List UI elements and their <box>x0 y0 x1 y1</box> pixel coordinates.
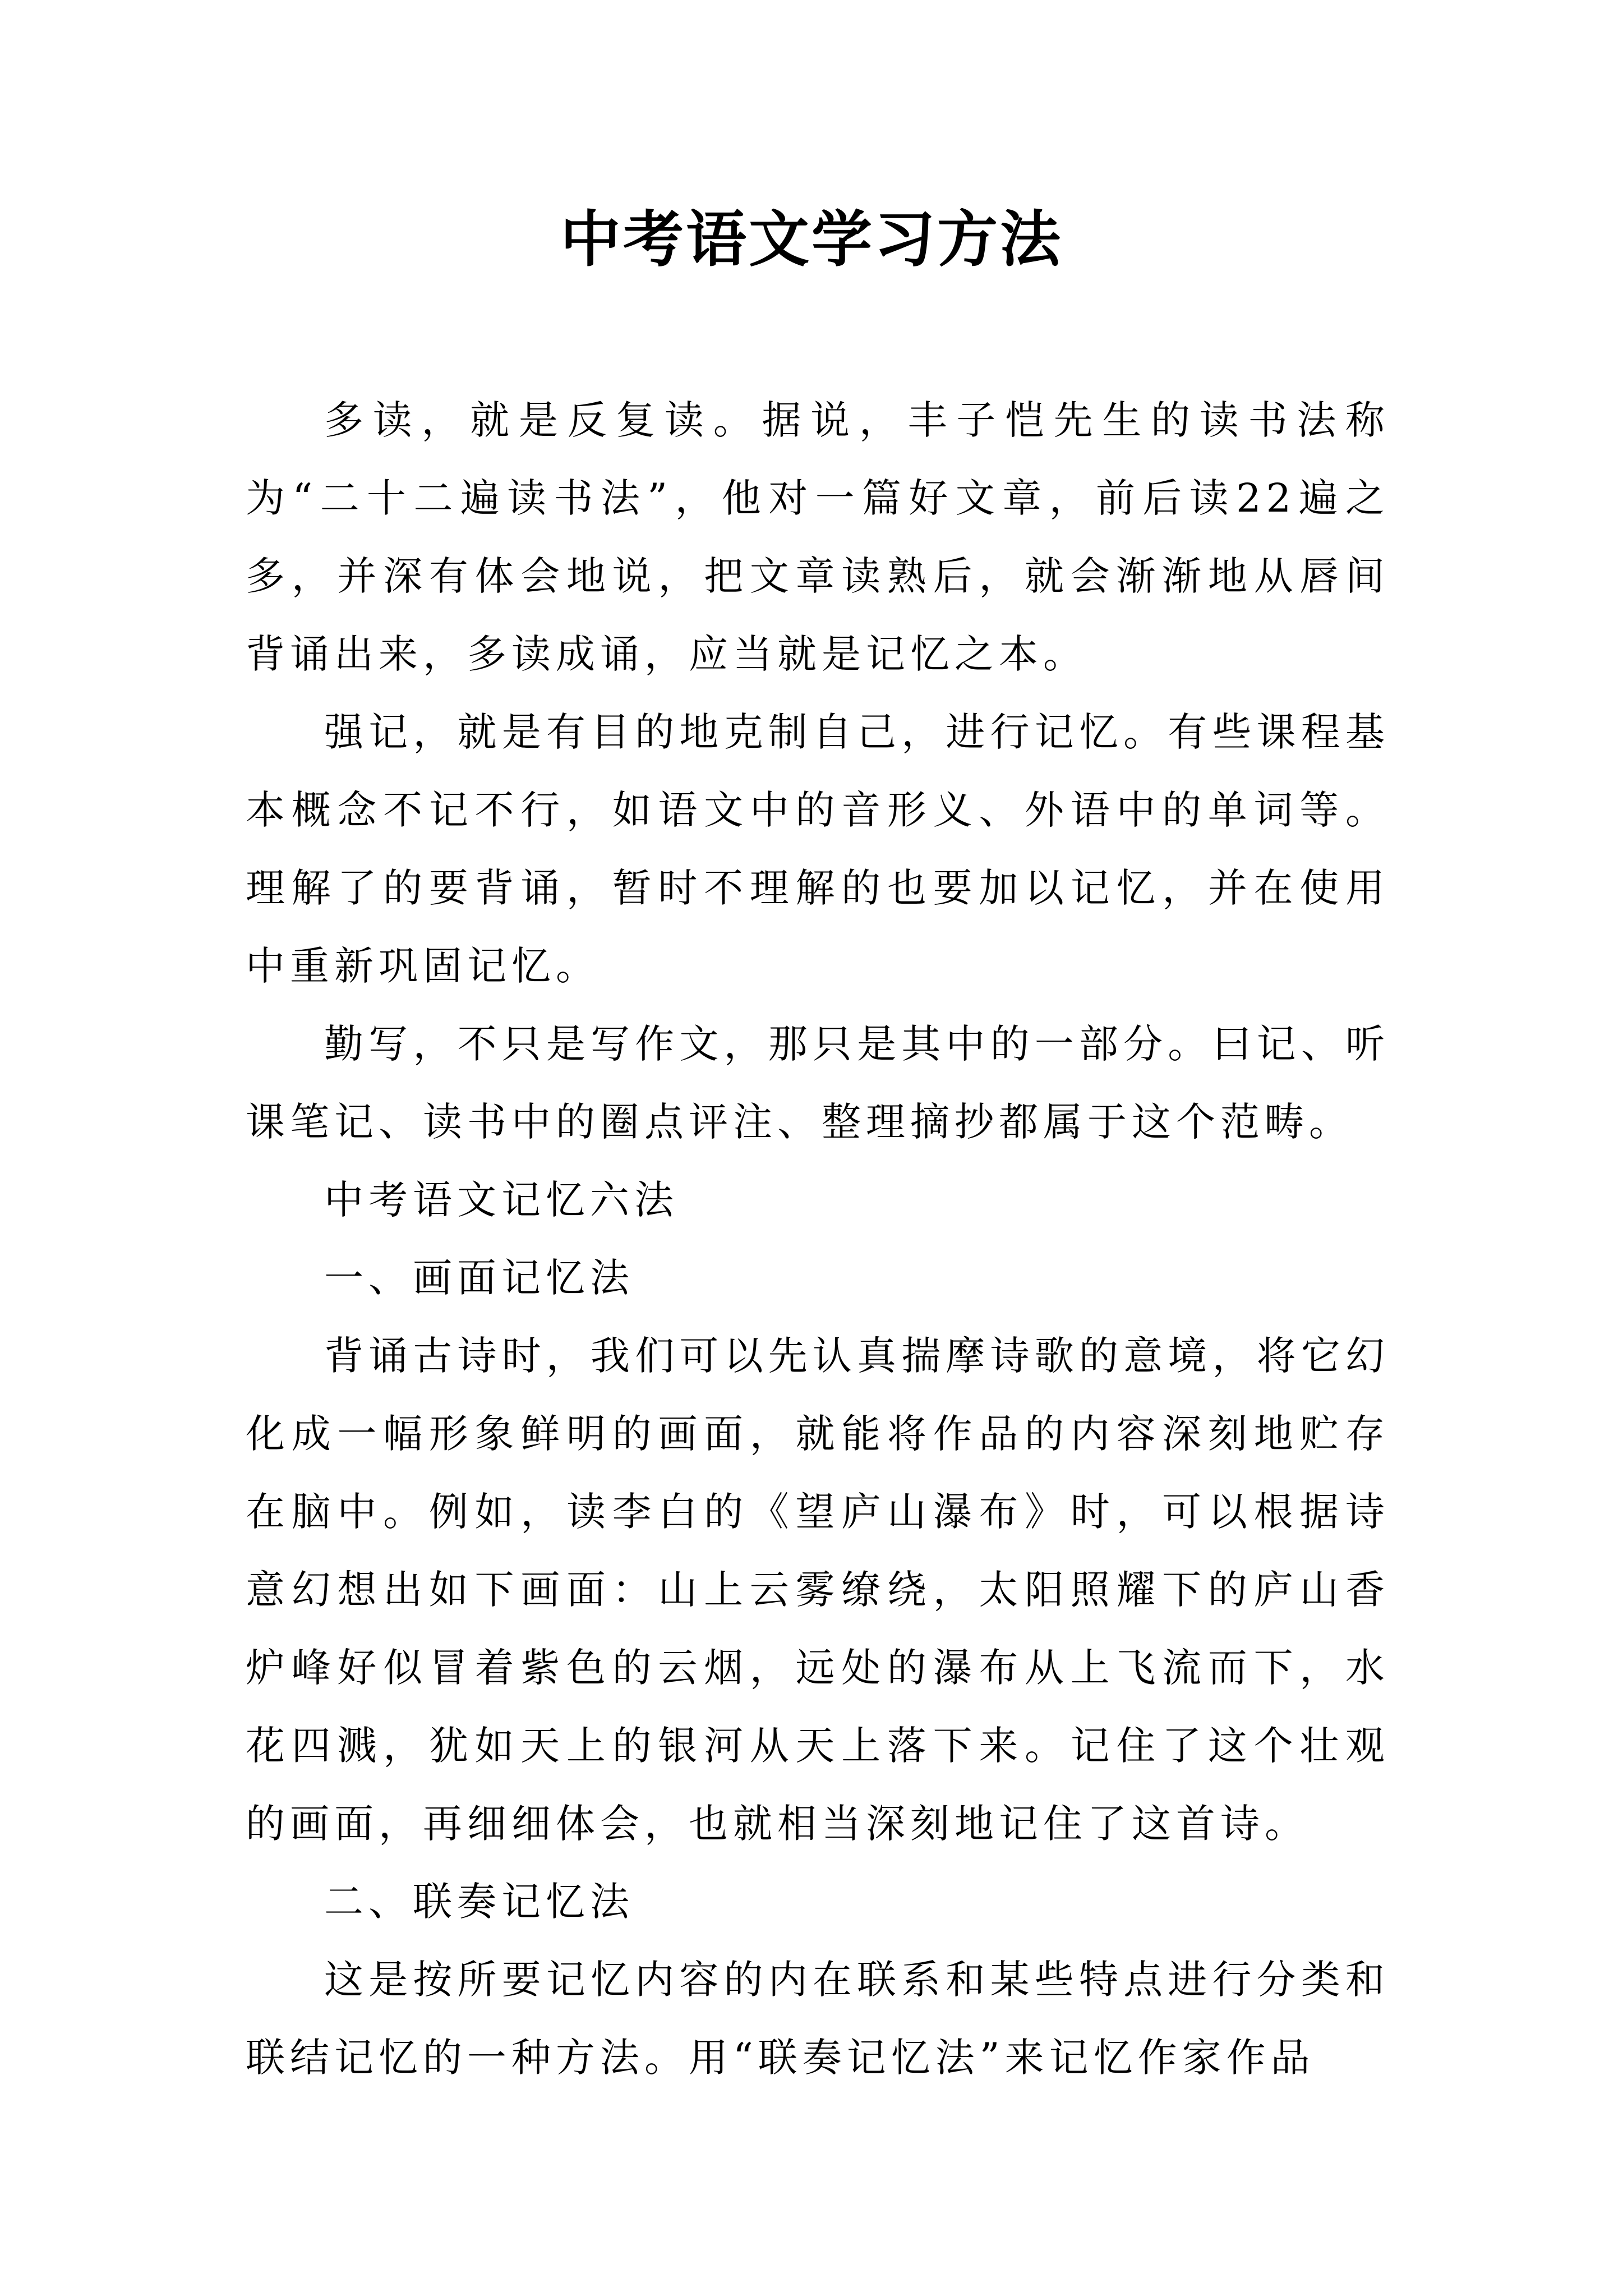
paragraph-association-memory: 这是按所要记忆内容的内在联系和某些特点进行分类和联结记忆的一种方法。用“联奏记忆法”来记忆作家作品 <box>246 1957 1390 2081</box>
paragraph-duodu: 多读，就是反复读。据说，丰子恺先生的读书法称为“二十二遍读书法”，他对一篇好文章，前后读22遍之多，并深有体会地说，把文章读熟后，就会渐渐地从唇间背诵出来，多读成诵，应当就是记忆之本。 <box>246 397 1390 677</box>
section-heading-memory-methods: 中考语文记忆六法 <box>324 1177 679 1223</box>
paragraph-picture-memory: 背诵古诗时，我们可以先认真揣摩诗歌的意境，将它幻化成一幅形象鲜明的画面，就能将作品的内容深刻地贮存在脑中。例如，读李白的《望庐山瀑布》时，可以根据诗意幻想出如下画面：山上云雾缭绕，太阳照耀下的庐山香炉峰好似冒着紫色的云烟，远处的瀑布从上飞流而下，水花四溅，犹如天上的银河从天上落下来。记住了这个壮观的画面，再细细体会，也就相当深刻地记住了这首诗。 <box>246 1333 1390 1847</box>
subheading-picture-memory: 一、画面记忆法 <box>324 1255 634 1301</box>
subheading-association-memory: 二、联奏记忆法 <box>324 1879 634 1925</box>
document-title: 中考语文学习方法 <box>560 204 1063 275</box>
paragraph-qinxie: 勤写，不只是写作文，那只是其中的一部分。曰记、听课笔记、读书中的圈点评注、整理摘抄都属于这个范畴。 <box>246 1021 1390 1145</box>
document-body <box>246 381 1390 2097</box>
paragraph-qiangji: 强记，就是有目的地克制自己，进行记忆。有些课程基本概念不记不行，如语文中的音形义、外语中的单词等。理解了的要背诵，暂时不理解的也要加以记忆，并在使用中重新巩固记忆。 <box>246 709 1390 989</box>
